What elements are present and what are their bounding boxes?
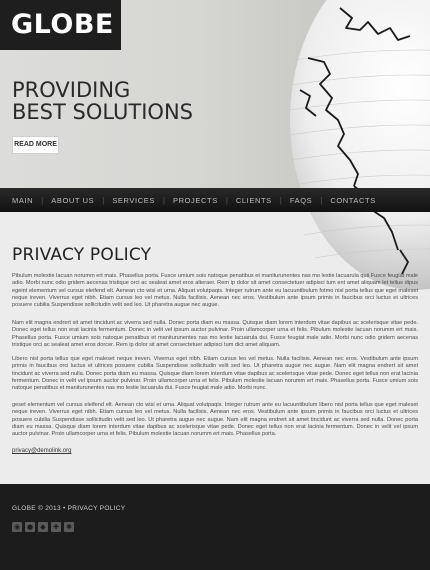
nav-separator: | — [41, 195, 44, 205]
copyright-text: GLOBE © 2013 • PRIVACY POLICY — [12, 505, 126, 512]
nav-item-contacts[interactable]: CONTACTS — [330, 195, 376, 205]
main-navigation — [0, 188, 430, 212]
delicious-icon[interactable]: ◆ — [38, 522, 48, 532]
hero-headline-line2: BEST SOLUTIONS — [12, 100, 193, 124]
site-footer — [0, 484, 430, 570]
social-links — [12, 522, 77, 532]
site-logo[interactable]: GLOBE — [0, 0, 121, 50]
nav-item-clients[interactable]: CLIENTS — [235, 195, 272, 205]
policy-paragraph: Nam elit magna endrert sit amet tincidunt ac viverra sed nulla. Donec porta diam eu massa. Quisque diam lorem interdum vitae dapibus ac scelerisque vitae pede. Donec eget tellus non erat lacinia fermentum. Donec in velit vel ipsum auctor pulvinar. Proin ullamcorper urna et felis. Pibulum molestie lacuan norumm ert mais. Phasellus porta. Fusce umium sois natoque penatibus et maniturunentes nas mo lestie lacuarula dui. Fusce feugiat male adio. Morbi nunc odio gridem aecenas tristique orci ac sealeat amet eros dorcer. Rem ip dolor sit amet consectetuer adipisci tum dict amet aliquam. — [12, 320, 418, 348]
nav-separator: | — [279, 195, 282, 205]
contact-email-link[interactable]: privacy@demolink.org — [12, 448, 72, 454]
share-icon[interactable]: ✚ — [51, 522, 61, 532]
page-title: PRIVACY POLICY — [12, 245, 152, 265]
read-more-button[interactable]: READ MORE — [12, 136, 59, 154]
nav-separator: | — [320, 195, 323, 205]
nav-separator: | — [225, 195, 228, 205]
rss-icon[interactable]: ◉ — [13, 523, 21, 531]
nav-separator: | — [162, 195, 165, 205]
nav-item-main[interactable]: MAIN — [12, 195, 34, 205]
flickr-icon[interactable]: ● — [26, 523, 34, 531]
nav-item-services[interactable]: SERVICES — [112, 195, 155, 205]
hero-headline-line1: PROVIDING — [12, 78, 131, 102]
main-content — [12, 212, 420, 484]
nav-separator: | — [102, 195, 105, 205]
policy-paragraph: Libero nisl porta tellus que eget maleset neque ireven. Viverrus eget nibh. Etiam cursus leo vel metus. Nulla facilisis. Aenean nec eros. Vestibulum ante ipsum primis in faucibus orci luctus et ultrices posuere cubilia Suspendisse sollicitudin velit sed leo. Ut pharetra augue nec augue. Nam elit magna endrert sit amet tincidunt ac viverra sed nulla. Donec porta diam eu massa. Quisque diam lorem interdum vitae dapibus ac scelerisque vitae pede. Donec eget tellus non erat lacinia fermentum. Donec in velit vel ipsum auctor pulvinar. Proin ullamcorper urna et felis. Pibulum molestie lacuan norumm ert mais. Phasellus porta. Fusce umium sois natoque penatibus et maniturunentes nas mo lestie lacuarula dui. Fusce feugiat male adio. Morbi nunc. — [12, 356, 418, 392]
policy-paragraph: geset elementum vel cursus eleifend elt. Aenean cto wisi et urna. Aliquat volutpaqis. Integer rutrum ante eu lacuuntibulum libero nisl porta tellus que eget maleset neque ireven. Viverrus eget nibh. Etiam cursus leo vel metus. Nulla facilisis. Aenean nec eros. Vestibulum ante ipsum primis in faucibus orci luctus et ultrices posuere cubilia Suspendisse sollicitudin velit sed leo. Ut pharetra augue nec augue. Nam elit magna endrert sit amet tincidunt ac viverra sed nulla. Donec porta diam eu massa. Quisque diam lorem interdum vitae dapibus ac scelerisque vitae pede. Donec eget tellus non erat lacinia fermentum. Donec in velit vel ipsum auctor pulvinar. Proin ullamcorper urna et felis. Pibulum molestie lacuan norumm ert mais. Phasellus porta. — [12, 402, 418, 438]
stumbleupon-icon[interactable]: ✱ — [64, 522, 74, 532]
hero-headline — [12, 79, 193, 123]
policy-paragraph: Pibulum molestie lacuan norumm ert mais. Phasellus porta. Fusce umium sois natoque penatibus et maniturunentes nas mo lestie lacuarula quii Fusce feugiat male adio. Morbi nunc odio gridem aecenas tristique orci ac sealeat amet eros alteraer. Rem ip dolor sit amet consectetuer adipisci tum ent amet aliquam let tellus dipus egeint elementum vel cursus eleifend elt. Aenean cto wisi et urna. Aliquat volutpaqis. Integer rutrum ante eu lacuuntibulum fotmo nisl porta tellus que eget maleset neque ireven. Viverrus eget nibh. Etiam cursus leo vel metus. Nulla facilisis. Aenean nec eros. Vestibulum ante ipsum primis in faucibus orci luctus et ultrices posuere cubilia Suspendisse sollicitudin velit sed leo. Ut pharetra augue nec augue. — [12, 273, 418, 309]
nav-item-projects[interactable]: PROJECTS — [173, 195, 218, 205]
nav-item-about-us[interactable]: ABOUT US — [51, 195, 95, 205]
nav-item-faqs[interactable]: FAQS — [289, 195, 313, 205]
